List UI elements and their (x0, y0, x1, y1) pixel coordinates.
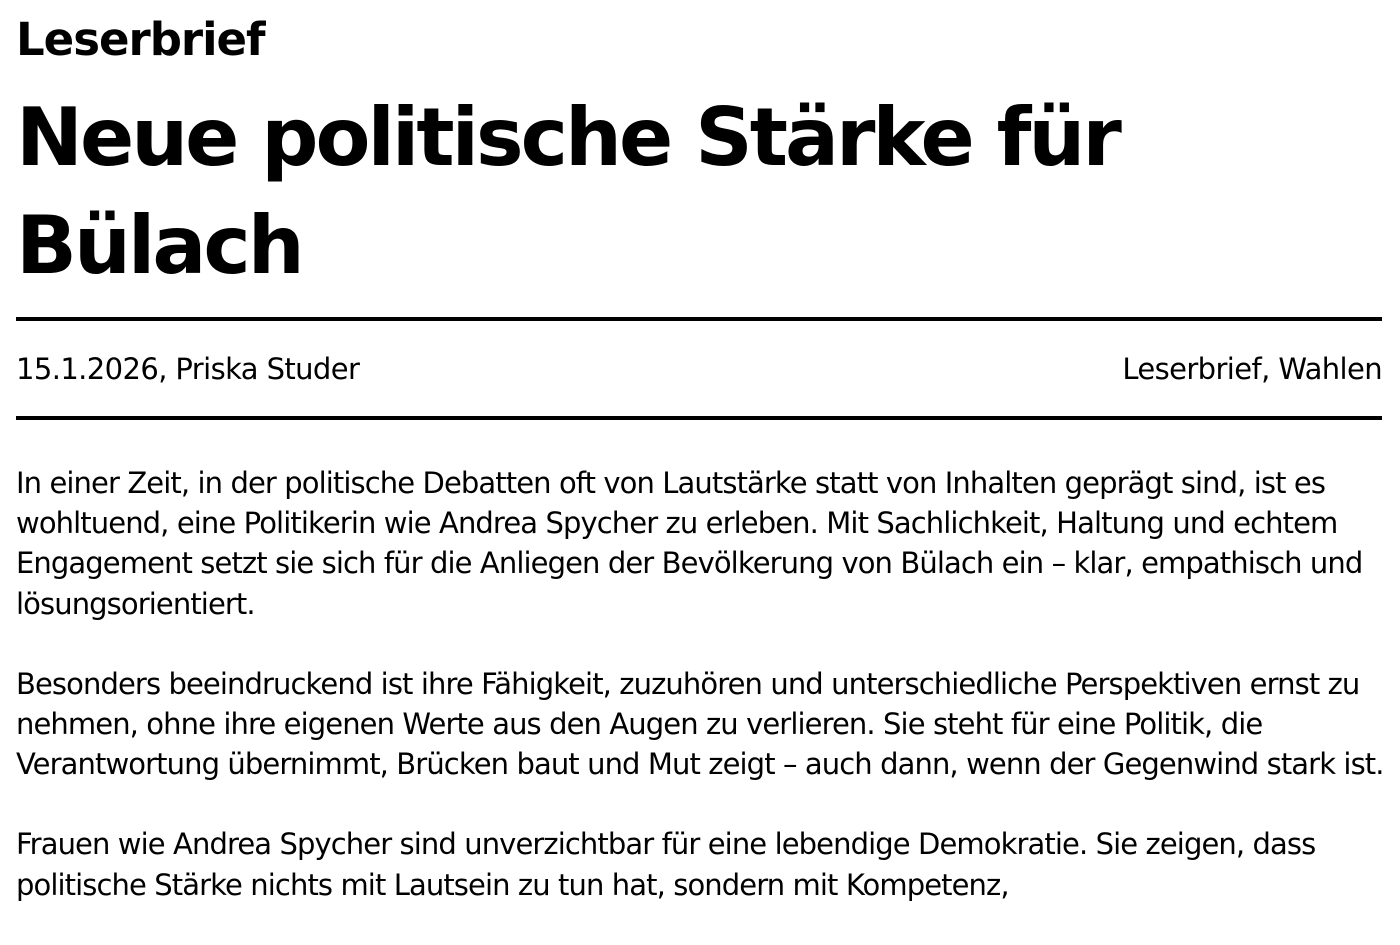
article-tags[interactable]: Leserbrief, Wahlen (1122, 352, 1382, 386)
divider-top (16, 317, 1382, 321)
article-byline: 15.1.2026, Priska Studer (16, 352, 360, 386)
divider-bottom (16, 416, 1382, 420)
article-headline: Neue politische Stärke für Bülach (16, 91, 1119, 292)
article-paragraph: In einer Zeit, in der politische Debatten oft von Lautstärke statt von Inhalten geprägt sind, ist es wohltuend, eine Politikerin wie Andrea Spycher zu erleben. Mit Sachlichkeit, Haltung und echtem Engagement setzt sie sich für die Anliegen der Bevölkerung von Bülach ein – klar, empathisch und lösungsorientiert. (16, 466, 1363, 621)
article-paragraph: Frauen wie Andrea Spycher sind unverzichtbar für eine lebendige Demokratie. Sie zeigen, dass politische Stärke nichts mit Lautsein zu tun hat, sondern mit Kompetenz, (16, 827, 1316, 902)
article-body (16, 463, 1386, 945)
article-kicker: Leserbrief (16, 13, 265, 66)
article-paragraph: Besonders beeindruckend ist ihre Fähigkeit, zuzuhören und unterschiedliche Perspektiven ernst zu nehmen, ohne ihre eigenen Werte aus den Augen zu verlieren. Sie steht für eine Politik, die Verantwortung übernimmt, Brücken baut und Mut zeigt – auch dann, wenn der Gegenwind stark ist. (16, 666, 1384, 782)
